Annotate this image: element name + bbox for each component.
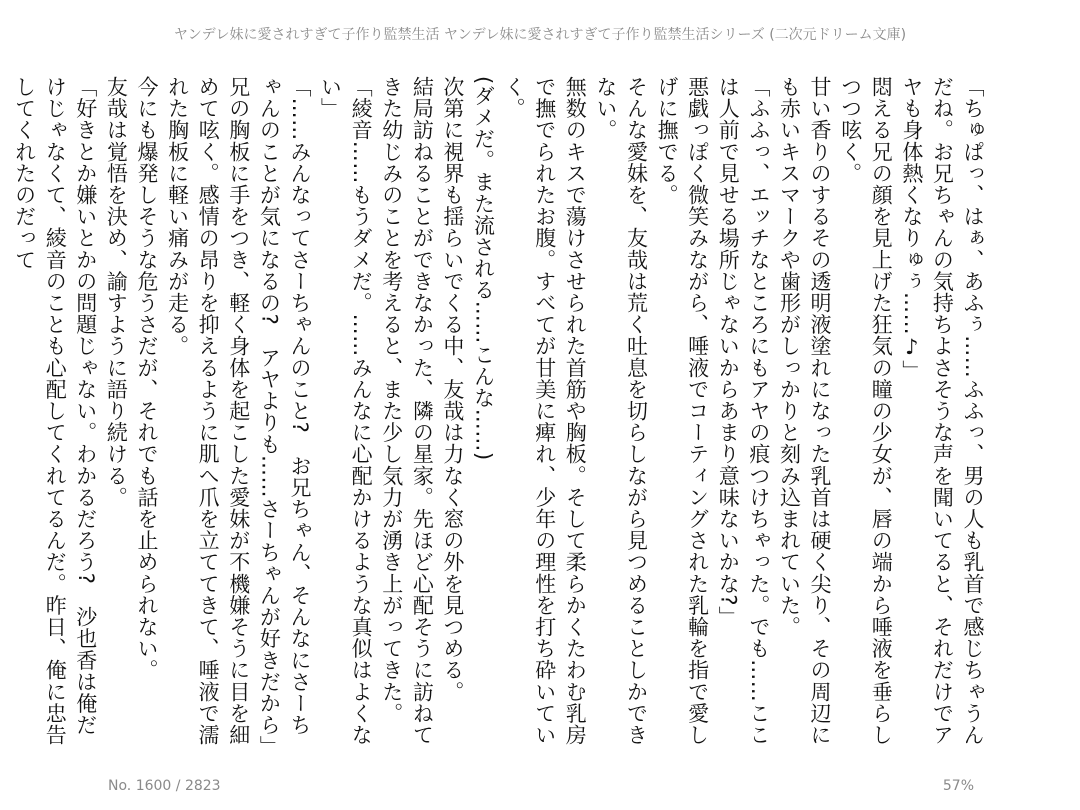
- text-line: (ダメだ。また流される……こんな……): [471, 76, 496, 461]
- book-title: ヤンデレ妹に愛されすぎて子作り監禁生活 ヤンデレ妹に愛されすぎて子作り監禁生活シリーズ (二次元ドリーム文庫): [173, 27, 907, 43]
- text-line: 「好きとか嫌いとかの問題じゃない。わかるだろう? 沙也香は俺だけじゃなくて、綾音のことも心配してくれてるんだ。昨日、俺に忠告してくれたのだって: [12, 76, 98, 746]
- text-line: 無数のキスで蕩けさせられた首筋や胸板。そして柔らかくたわむ乳房で撫でられたお腹。すべてが甘美に痺れ、少年の理性を打ち砕いていく。: [502, 76, 588, 746]
- text-line: 「ふふっ、エッチなところにもアヤの痕つけちゃった。でも……ここは人前で見せる場所じゃないからあまり意味ないかな?」: [716, 76, 771, 746]
- text-line: 「……みんなってさーちゃんのこと? お兄ちゃん、そんなにさーちゃんのことが気になるの? アヤよりも……さーちゃんが好きだから」: [257, 76, 312, 758]
- text-line: 兄の胸板に手をつき、軽く身体を起こした愛妹が不機嫌そうに目を細めて呟く。感情の昂りを抑えるように肌へ爪を立ててきて、唾液で濡れた胸板に軽い痛みが走る。: [165, 76, 251, 746]
- text-line: 今にも爆発しそうな危うさだが、それでも話を止められない。: [134, 76, 159, 681]
- page-text: [12, 76, 988, 758]
- text-line: 次第に視界も揺らいでくる中、友哉は力なく窓の外を見つめる。: [440, 76, 465, 703]
- text-line: 友哉は覚悟を決め、諭すように語り続ける。: [104, 76, 129, 508]
- text-line: 悶える兄の顔を見上げた狂気の瞳の少女が、唇の端から唾液を垂らしつつ呟く。: [838, 76, 894, 746]
- text-line: そんな愛妹を、友哉は荒く吐息を切らしながら見つめることしかできない。: [593, 76, 649, 746]
- text-line: 結局訪ねることができなかった、隣の星家。先ほど心配そうに訪ねてきた幼じみのことを考えると、また少し気力が湧き上がってきた。: [379, 76, 435, 746]
- location-indicator: No. 1600 / 2823: [108, 778, 221, 794]
- text-line: 「綾音……もうダメだ。……みんなに心配かけるような真似はよくない」: [318, 76, 374, 746]
- progress-percent: 57%: [942, 778, 974, 794]
- text-line: 甘い香りのするその透明液塗れになった乳首は硬く尖り、その周辺にも赤いキスマークや歯形がしっかりと刻み込まれていた。: [777, 76, 833, 746]
- text-line: 悪戯っぽく微笑みながら、唾液でコーティングされた乳輪を指で愛しげに撫でる。: [655, 76, 710, 746]
- text-line: 「ちゅぱっ、はぁ、あふぅ……ふふっ、男の人も乳首で感じちゃうんだね。お兄ちゃんの気持ちよさそうな声を聞いてると、それだけでアヤも身体熱くなりゅぅ……♪」: [899, 76, 985, 746]
